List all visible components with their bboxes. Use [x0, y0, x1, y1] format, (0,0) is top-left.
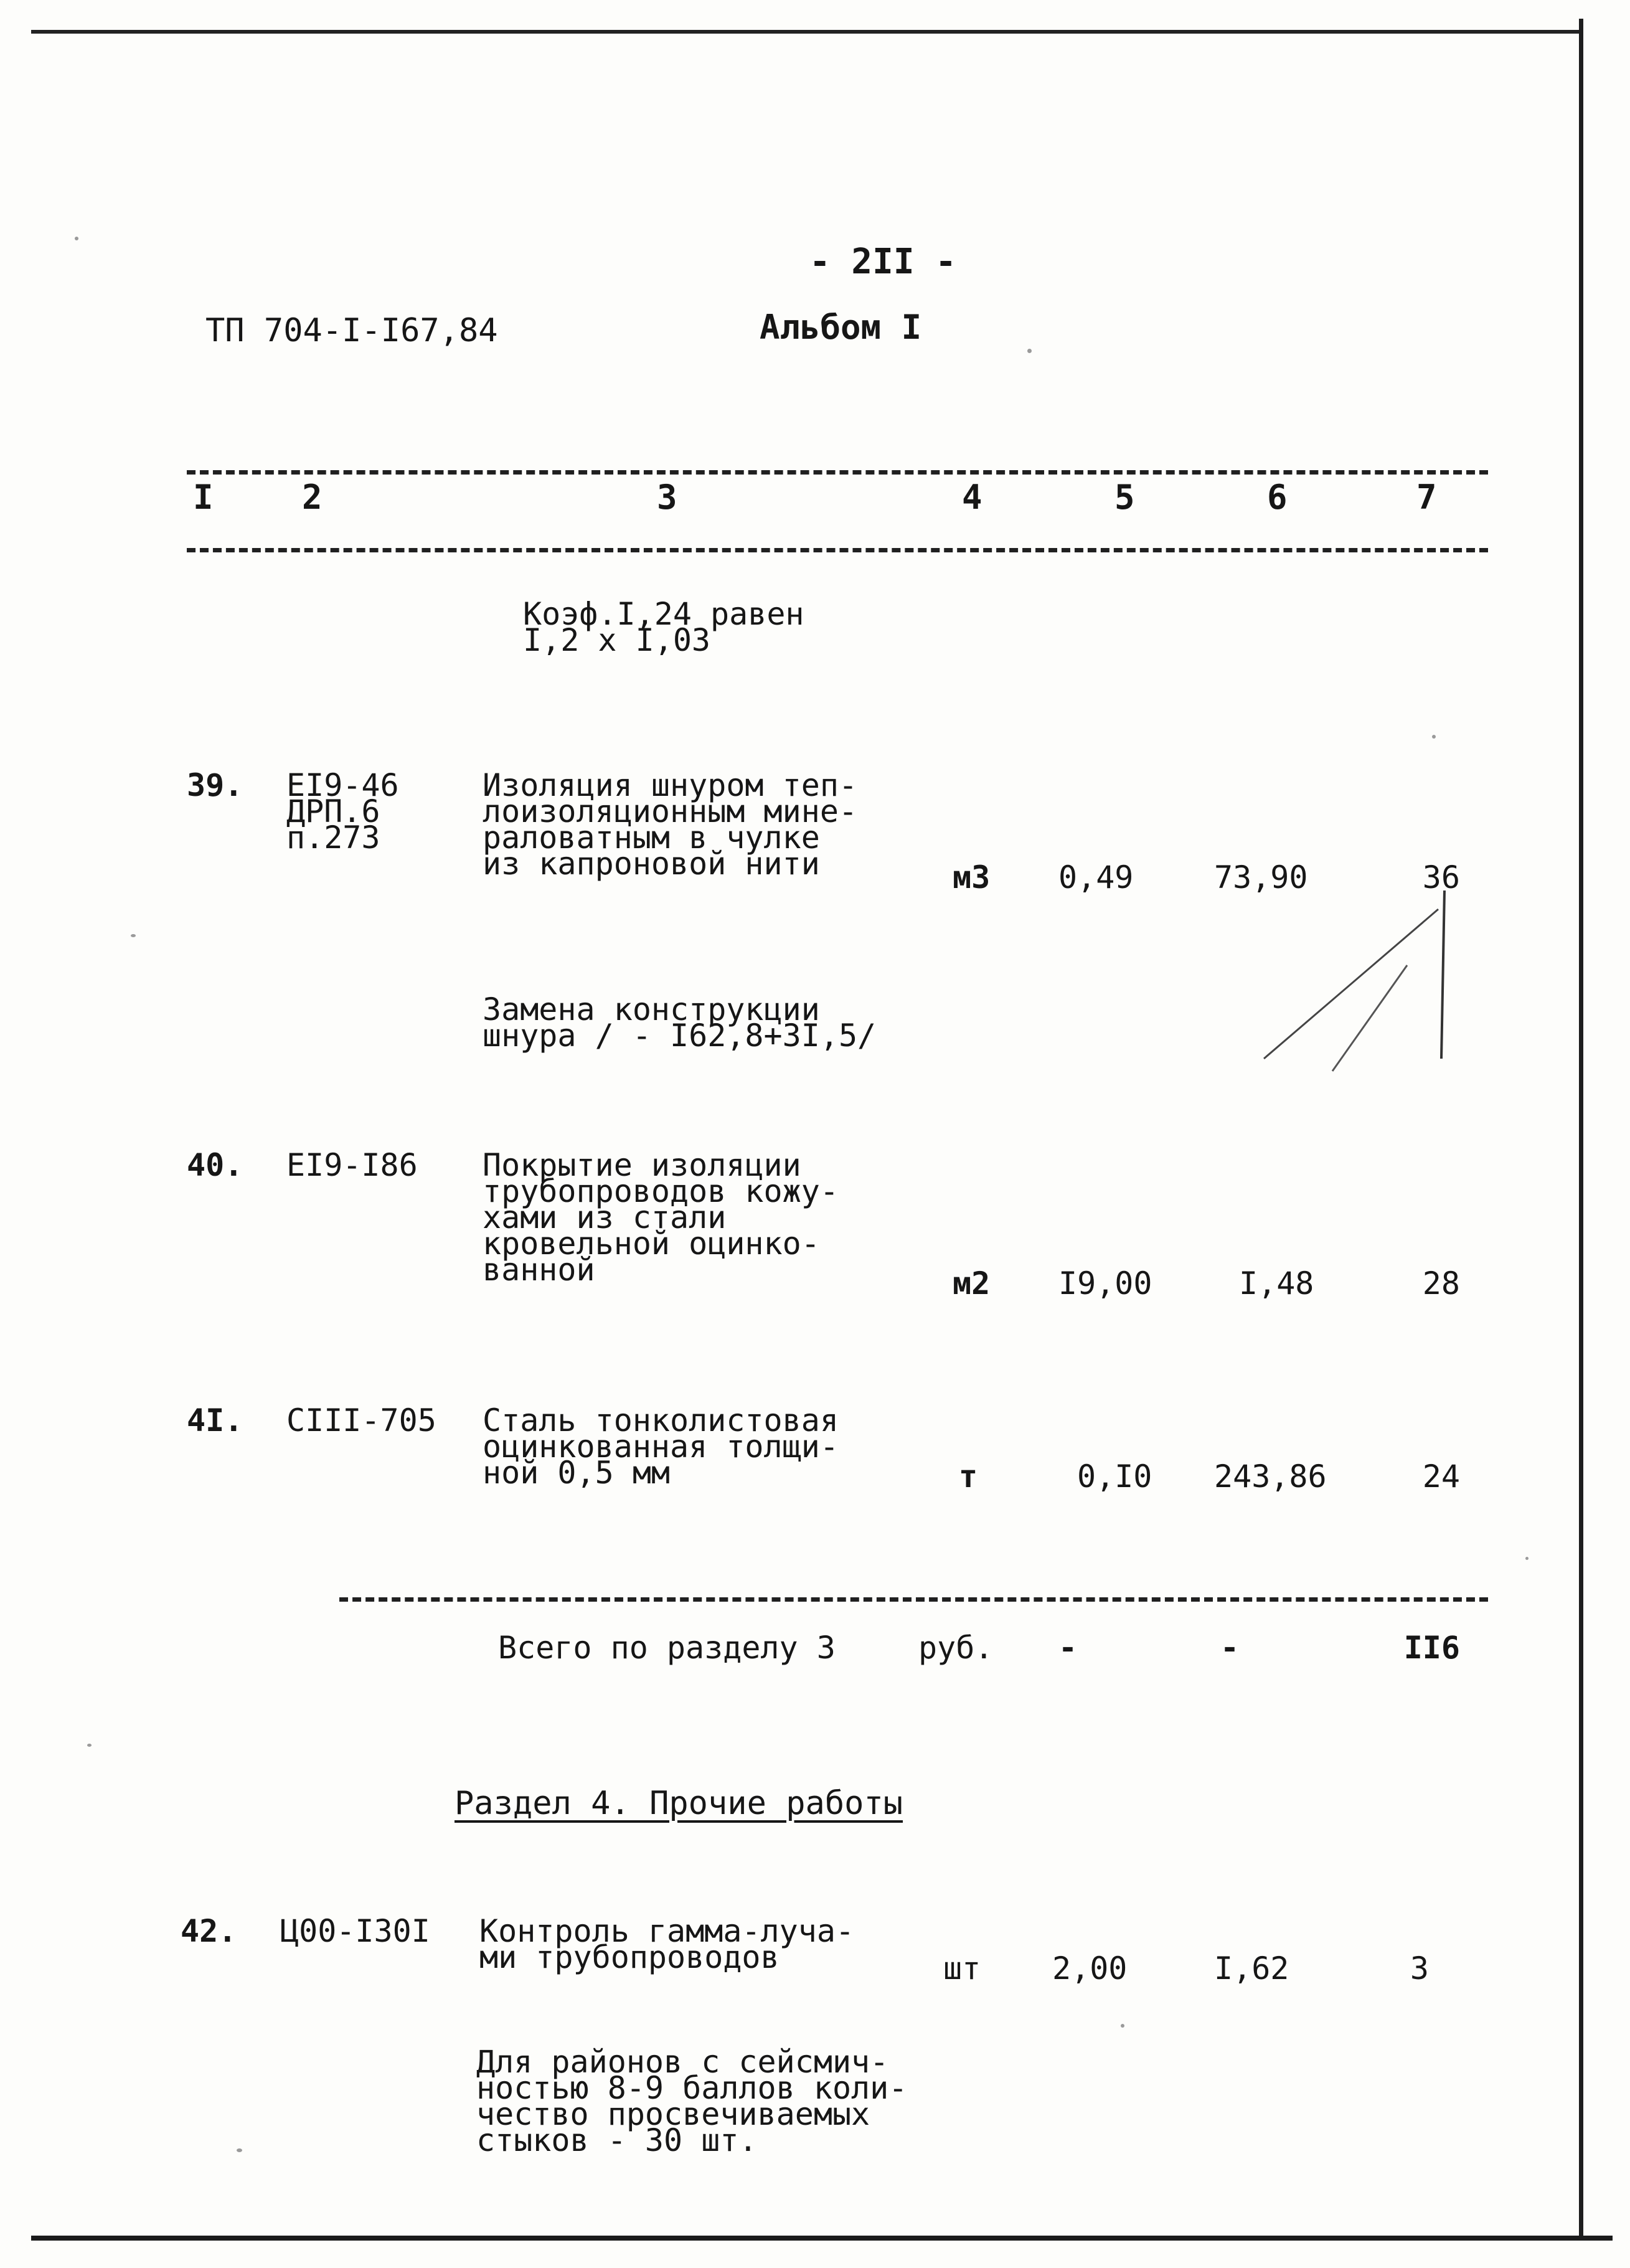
- row-code-line-2: ДРП.6: [286, 793, 380, 829]
- row-code-line-1: CIII-705: [286, 1402, 436, 1439]
- row-desc-line-2: оцинкованная толщи-: [483, 1429, 839, 1465]
- row-unit: шт: [943, 1950, 981, 1987]
- row-number: 4I.: [187, 1402, 243, 1439]
- row-number: 40.: [187, 1147, 243, 1183]
- replace-note-line-2: шнура / - I62,8+3I,5/: [483, 1018, 877, 1054]
- scan-speck: [237, 2148, 242, 2152]
- handwritten-arrow-marks: [1239, 872, 1476, 1096]
- album-label: Альбом I: [760, 308, 922, 347]
- subtotal-dash: [339, 1597, 1488, 1602]
- section-total-unit: руб.: [918, 1630, 994, 1666]
- scan-speck: [131, 934, 136, 937]
- row-desc-line-2: ми трубопроводов: [479, 1939, 780, 1975]
- row-desc-line-1: Изоляция шнуром теп-: [483, 767, 858, 803]
- col-header-2: 2: [302, 478, 323, 517]
- header-dash-bottom: [187, 548, 1488, 552]
- col-header-6: 6: [1267, 478, 1288, 517]
- row-desc-line-1: Сталь тонколистовая: [483, 1402, 839, 1439]
- col-header-5: 5: [1114, 478, 1135, 517]
- seismic-note-line-1: Для районов с сейсмич-: [476, 2044, 889, 2080]
- row-price: 243,86: [1214, 1458, 1327, 1495]
- row-code-line-1: EI9-I86: [286, 1147, 418, 1183]
- scan-speck: [87, 1744, 92, 1747]
- row-desc-line-1: Контроль гамма-луча-: [479, 1913, 855, 1949]
- row-unit: м2: [953, 1265, 991, 1302]
- coef-note-line-1: Коэф.I,24 равен: [523, 596, 804, 632]
- row-desc-line-2: трубопроводов кожу-: [483, 1173, 839, 1209]
- document-code: ТП 704-I-I67,84: [205, 312, 498, 349]
- row-price: I,62: [1214, 1950, 1289, 1987]
- coef-note-line-2: I,2 x I,03: [523, 622, 711, 658]
- row-desc-line-3: ной 0,5 мм: [483, 1455, 671, 1491]
- scan-speck: [1525, 1557, 1529, 1560]
- row-total: 28: [1422, 1265, 1460, 1302]
- section-total-value: II6: [1403, 1630, 1460, 1666]
- seismic-note-line-4: стыков - 30 шт.: [476, 2122, 758, 2158]
- row-number: 39.: [187, 767, 243, 803]
- scan-speck: [1432, 735, 1436, 739]
- section-4-title: Раздел 4. Прочие работы: [455, 1785, 903, 1822]
- row-unit: м3: [953, 859, 991, 895]
- row-total: 3: [1410, 1950, 1429, 1987]
- bottom-border-line: [31, 2236, 1613, 2241]
- row-quantity: 0,49: [1058, 859, 1134, 895]
- row-code-line-1: EI9-46: [286, 767, 399, 803]
- section-total-label: Всего по разделу 3: [498, 1630, 836, 1666]
- row-code-line-1: Ц00-I30I: [280, 1913, 430, 1949]
- row-desc-line-1: Покрытие изоляции: [483, 1147, 801, 1183]
- row-desc-line-4: кровельной оцинко-: [483, 1226, 820, 1262]
- scan-speck: [75, 237, 78, 240]
- row-quantity: 0,I0: [1077, 1458, 1152, 1495]
- row-desc-line-2: лоизоляционным мине-: [483, 793, 858, 829]
- row-price: I,48: [1239, 1265, 1314, 1302]
- row-unit: т: [959, 1458, 978, 1495]
- row-total: 24: [1422, 1458, 1460, 1495]
- scan-speck: [1027, 349, 1032, 353]
- row-quantity: I9,00: [1058, 1265, 1152, 1302]
- col-header-4: 4: [962, 478, 982, 517]
- row-desc-line-4: из капроновой нити: [483, 846, 820, 882]
- col-header-7: 7: [1416, 478, 1437, 517]
- seismic-note-line-2: ностью 8-9 баллов коли-: [476, 2070, 908, 2106]
- top-border-line: [31, 30, 1581, 34]
- row-quantity: 2,00: [1052, 1950, 1128, 1987]
- section-total-quantity: -: [1058, 1630, 1078, 1666]
- row-desc-line-3: раловатным в чулке: [483, 820, 820, 856]
- section-total-price: -: [1220, 1630, 1240, 1666]
- scan-speck: [1121, 2024, 1124, 2028]
- replace-note-line-1: Замена конструкции: [483, 991, 820, 1028]
- right-border-line: [1579, 19, 1583, 2236]
- col-header-3: 3: [657, 478, 677, 517]
- row-total: 36: [1422, 859, 1460, 895]
- seismic-note-line-3: чество просвечиваемых: [476, 2096, 870, 2132]
- page-number: - 2II -: [809, 242, 957, 282]
- row-code-line-3: п.273: [286, 820, 380, 856]
- row-desc-line-5: ванной: [483, 1252, 595, 1288]
- row-desc-line-3: хами из стали: [483, 1199, 727, 1236]
- row-price: 73,90: [1214, 859, 1308, 895]
- row-number: 42.: [181, 1913, 237, 1949]
- col-header-1: I: [193, 478, 214, 517]
- header-dash-top: [187, 470, 1488, 475]
